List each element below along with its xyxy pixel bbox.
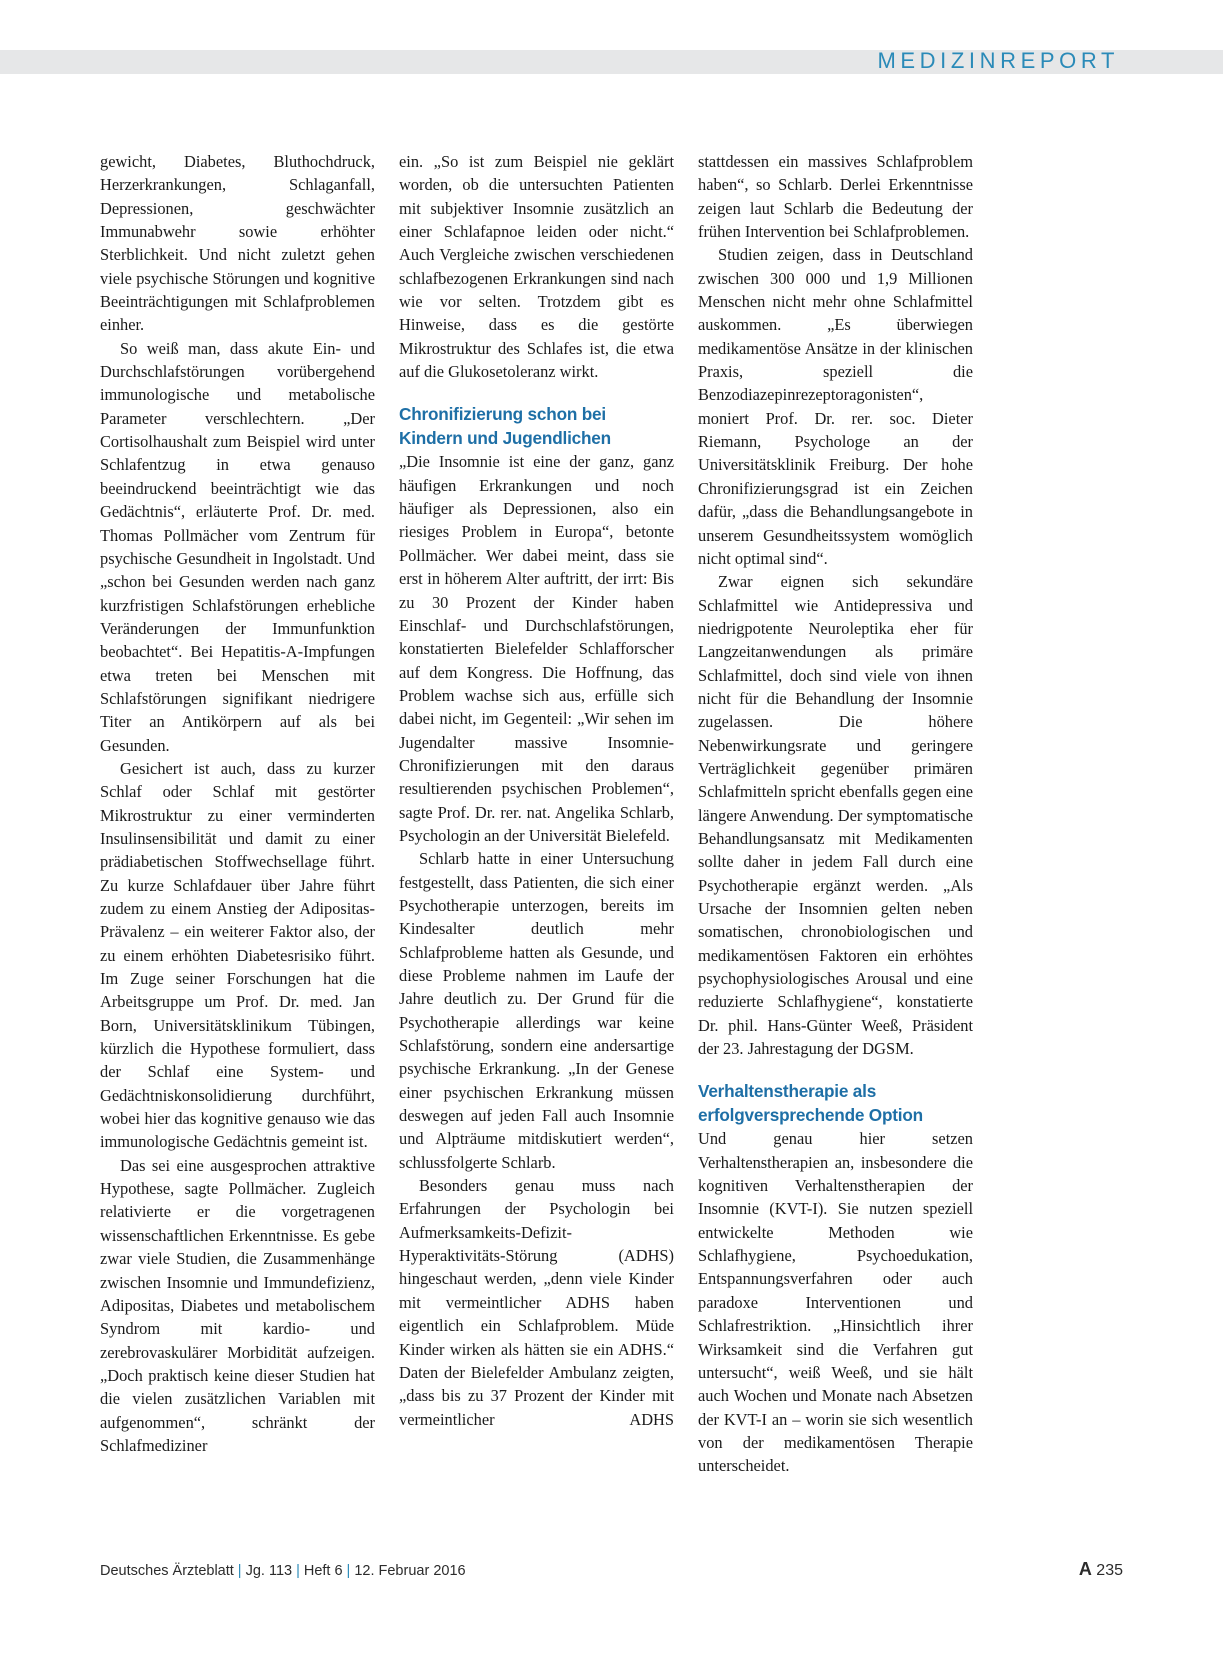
footer-separator: | (346, 1563, 351, 1579)
journal-name: Deutsches Ärzteblatt (100, 1563, 234, 1579)
section-subheading: Chronifizierung schon bei Kindern und Jugendlichen (399, 404, 611, 448)
body-paragraph: ein. „So ist zum Beispiel nie geklärt worden, ob die untersuchten Patienten mit subjektiver Insomnie zusätzlich an einer Schlafapnoe leiden oder nicht.“ Auch Vergleiche zwischen verschiedenen schlafbezogenen Erkrankungen sind nach wie vor selten. Trotzdem gibt es Hinweise, dass es die gestörte Mikrostruktur des Schlafes ist, die etwa auf die Glukosetoleranz wirkt. (399, 152, 674, 382)
article-column-1 (100, 150, 375, 1457)
body-paragraph: Gesichert ist auch, dass zu kurzer Schlaf oder Schlaf mit gestörter Mikrostruktur zu einer verminderten Insulinsensibilität und damit zu einer prädiabetischen Stoffwechsellage führt. Zu kurze Schlafdauer über Jahre führt zudem zu einem Anstieg der Adipositas-Prävalenz – ein weiterer Faktor also, der zu einem erhöhten Diabetesrisiko führt. Im Zuge seiner Forschungen hat die Arbeitsgruppe um Prof. Dr. med. Jan Born, Universitätsklinikum Tübingen, kürzlich die Hypothese formuliert, dass der Schlaf eine System- und Gedächtniskonsolidierung durchführt, wobei hier das kognitive genauso wie das immunologische Gedächtnis gemeint ist. (100, 758, 375, 1152)
footer-citation (100, 1561, 466, 1581)
footer-separator: | (296, 1563, 300, 1579)
section-label: MEDIZINREPORT (877, 48, 1119, 73)
body-paragraph: Studien zeigen, dass in Deutschland zwischen 300 000 und 1,9 Millionen Menschen nicht mehr ohne Schlafmittel auskommen. „Es überwiegen medikamentöse Ansätze in der klinischen Praxis, speziell die Benzodiazepinrezeptoragonisten“, moniert Prof. Dr. rer. soc. Dieter Riemann, Psychologe an der Universitätsklinik Freiburg. Der hohe Chronifizierungsgrad ist ein Zeichen dafür, „dass die Behandlungsangebote in unserem Gesundheitssystem womöglich nicht optimal sind“. (698, 245, 973, 568)
article-column-3 (698, 150, 973, 1478)
footer-separator: | (237, 1563, 242, 1579)
publication-date: 12. Februar 2016 (354, 1563, 466, 1579)
body-paragraph: Schlarb hatte in einer Untersuchung festgestellt, dass Patienten, die sich einer Psychotherapie unterzogen, bereits im Kindesalter deutlich mehr Schlafprobleme hatten als Gesunde, und diese Probleme nahmen im Laufe der Jahre deutlich zu. Der Grund für die Psychotherapie allerdings war keine Schlafstörung, sondern eine andersartige psychische Erkrankung. „In der Genese einer psychischen Erkrankung müssen deswegen auf jeden Fall auch Insomnie und Alpträume mitdiskutiert werden“, schlussfolgerte Schlarb. (399, 849, 674, 1172)
body-paragraph: gewicht, Diabetes, Bluthochdruck, Herzerkrankungen, Schlaganfall, Depressionen, geschwächter Immunabwehr sowie erhöhter Sterblichkeit. Und nicht zuletzt gehen viele psychische Störungen und kognitive Beeinträchtigungen mit Schlafproblemen einher. (100, 152, 375, 335)
body-paragraph: stattdessen ein massives Schlafproblem haben“, so Schlarb. Derlei Erkenntnisse zeigen laut Schlarb die Bedeutung der frühen Intervention bei Schlafproblemen. (698, 152, 973, 242)
page-number (1079, 1558, 1123, 1582)
body-paragraph: Besonders genau muss nach Erfahrungen der Psychologin bei Aufmerksamkeits-Defizit-Hyperaktivitäts-Störung (ADHS) hingeschaut werden, „denn viele Kinder mit vermeintlicher ADHS haben eigentlich ein Schlafproblem. Müde Kinder wirken als hätten sie ein ADHS.“ Daten der Bielefelder Ambulanz zeigten, „dass bis zu 37 Prozent der Kinder mit vermeintlicher ADHS (399, 1176, 674, 1429)
body-paragraph: Das sei eine ausgesprochen attraktive Hypothese, sagte Pollmächer. Zugleich relativierte er die vorgetragenen wissenschaftlichen Erkenntnisse. Es gebe zwar viele Studien, die Zusammenhänge zwischen Insomnie und Immundefizienz, Adipositas, Diabetes und metabolischem Syndrom mit kardio- und zerebrovaskulärer Morbidität aufzeigen. „Doch praktisch keine dieser Studien hat die vielen zusätzlichen Variablen mit aufgenommen“, schränkt der Schlafmediziner (100, 1155, 375, 1455)
article-column-2 (399, 150, 674, 1431)
body-paragraph: Und genau hier setzen Verhaltenstherapien an, insbesondere die kognitiven Verhaltenstherapien der Insomnie (KVT-I). Sie nutzen speziell entwickelte Methoden wie Schlafhygiene, Psychoedukation, Entspannungsverfahren oder auch paradoxe Interventionen und Schlafrestriktion. „Hinsichtlich ihrer Wirksamkeit sind die Verfahren gut untersucht“, weiß Weeß, und sie hält auch Wochen und Monate nach Absetzen der KVT-I an – worin sie sich wesentlich von der medikamentösen Therapie unterscheidet. (698, 1129, 973, 1476)
page-number-value: 235 (1096, 1562, 1123, 1579)
section-subheading: Verhaltenstherapie als erfolgversprechende Option (698, 1081, 923, 1125)
page-prefix: A (1078, 1559, 1092, 1579)
journal-issue: Heft 6 (303, 1563, 343, 1579)
body-paragraph: So weiß man, dass akute Ein- und Durchschlafstörungen vorübergehend immunologische und metabolische Parameter verschlechtern. „Der Cortisolhaushalt zum Beispiel wird unter Schlafentzug in etwa genauso beeindruckend beeinträchtigt wie das Gedächtnis“, erläuterte Prof. Dr. med. Thomas Pollmächer vom Zentrum für psychische Gesundheit in Ingolstadt. Und „schon bei Gesunden werden nach ganz kurzfristigen Schlafstörungen erhebliche Veränderungen der Immunfunktion beobachtet“. Bei Hepatitis-A-Impfungen etwa treten bei Menschen mit Schlafstörungen signifikant niedrigere Titer an Antikörpern auf als bei Gesunden. (100, 338, 375, 755)
body-paragraph: Zwar eignen sich sekundäre Schlafmittel wie Antidepressiva und niedrigpotente Neuroleptika eher für Langzeitanwendungen als primäre Schlafmittel, doch sind viele von ihnen nicht für die Behandlung der Insomnie zugelassen. Die höhere Nebenwirkungsrate und geringere Verträglichkeit gegenüber primären Schlafmitteln spricht ebenfalls gegen eine längere Anwendung. Der symptomatische Behandlungsansatz mit Medikamenten sollte daher in jedem Fall durch eine Psychotherapie ergänzt werden. „Als Ursache der Insomnien gelten neben somatischen, chronobiologischen und medikamentösen Faktoren ein erhöhtes psychophysiologisches Arousal und eine reduzierte Schlafhygiene“, konstatierte Dr. phil. Hans-Günter Weeß, Präsident der 23. Jahrestagung der DGSM. (698, 572, 973, 1059)
journal-volume: Jg. 113 (245, 1563, 293, 1579)
body-paragraph: „Die Insomnie ist eine der ganz, ganz häufigen Erkrankungen und noch häufiger als Depressionen, also ein riesiges Problem in Europa“, betonte Pollmächer. Wer dabei meint, dass sie erst in höherem Alter auftritt, der irrt: Bis zu 30 Prozent der Kinder haben Einschlaf- und Durchschlafstörungen, konstatierten Bielefelder Schlafforscher auf dem Kongress. Die Hoffnung, das Problem wachse sich aus, erfülle sich dabei nicht, im Gegenteil: „Wir sehen im Jugendalter massive Insomnie-Chronifizierungen mit den daraus resultierenden psychischen Problemen“, sagte Prof. Dr. rer. nat. Angelika Schlarb, Psychologin an der Universität Bielefeld. (399, 452, 674, 845)
